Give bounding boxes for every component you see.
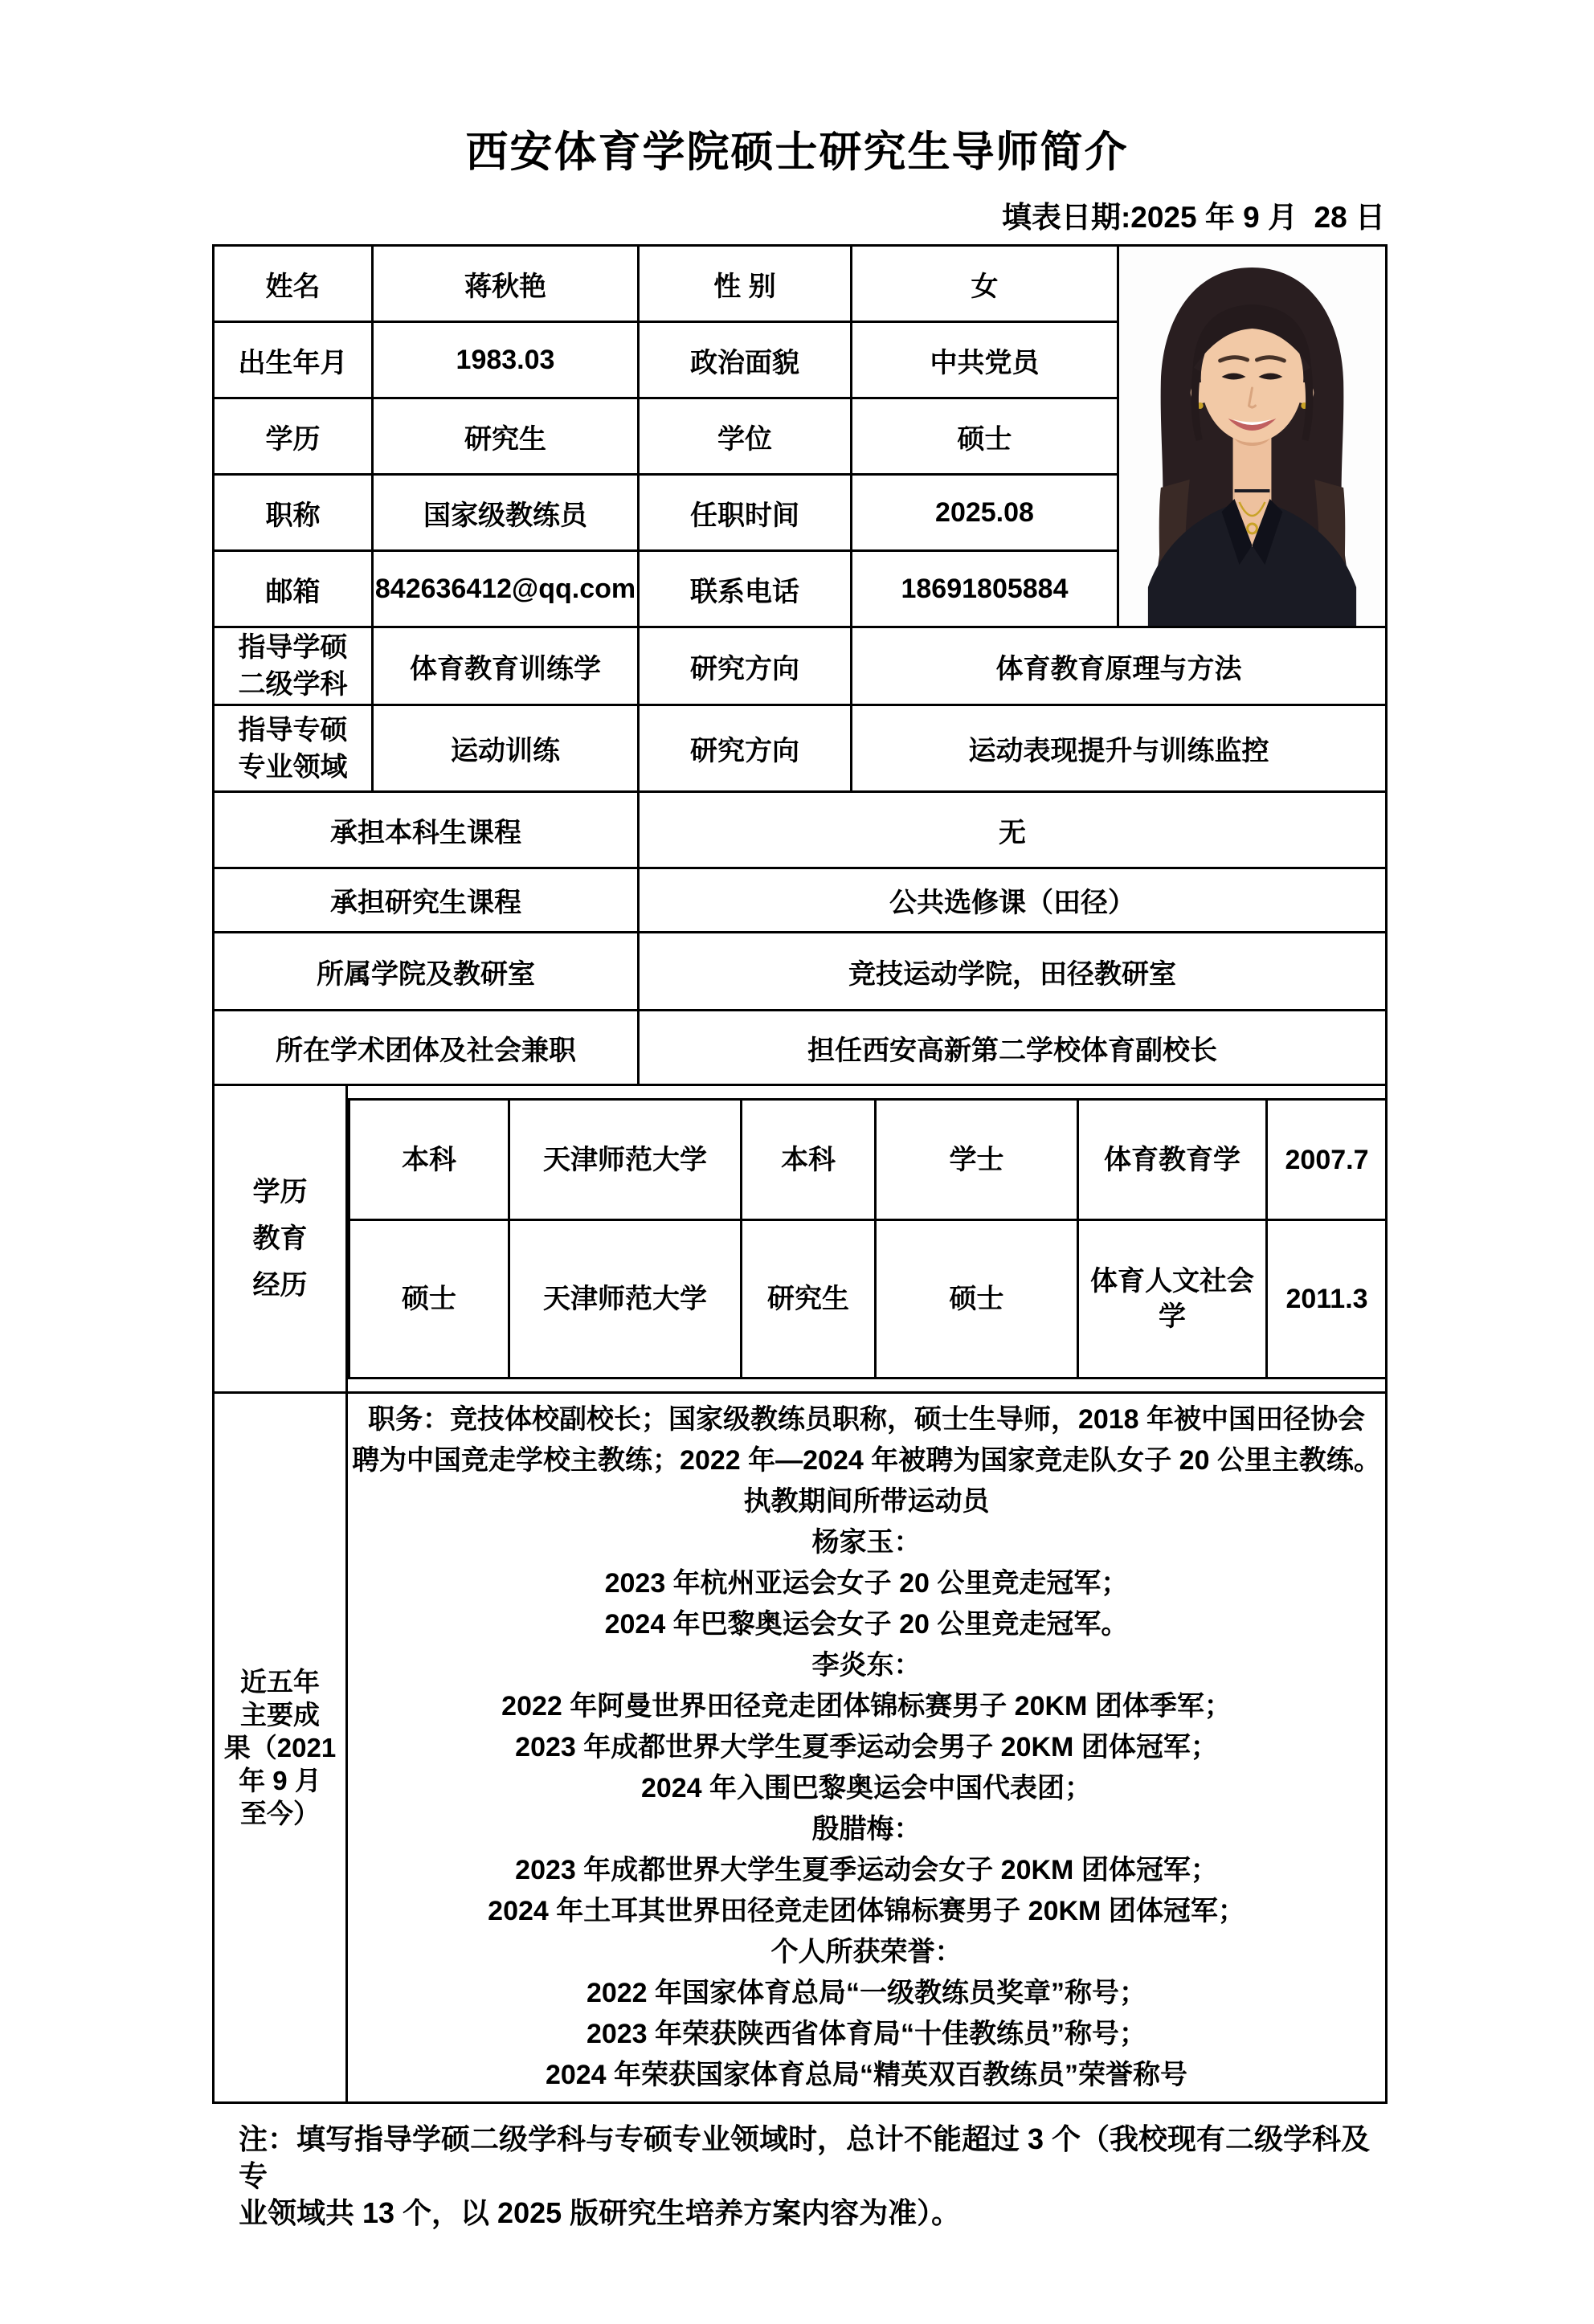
field-label-undergrad-courses: 承担本科生课程: [214, 792, 639, 868]
table-row-grad-courses: [214, 868, 1387, 933]
field-label-ptitle: 职称: [214, 475, 373, 551]
field-value-edu: 研究生: [373, 398, 639, 475]
field-label-birth: 出生年月: [214, 322, 373, 398]
edu-level: 本科: [742, 1100, 876, 1220]
table-row-achievements: [214, 1393, 1387, 2103]
field-label-research-dir-2: 研究方向: [639, 705, 852, 792]
field-label-achievements: 近五年 主要成 果（2021 年 9 月 至今）: [214, 1393, 347, 2103]
edu-date: 2011.3: [1267, 1220, 1387, 1378]
field-label-education-history: 学历 教育 经历: [214, 1085, 347, 1393]
field-label-political: 政治面貌: [639, 322, 852, 398]
achievement-line: 2024 年荣获国家体育总局“精英双百教练员”荣誉称号: [545, 2060, 1188, 2090]
table-row-name: [214, 246, 1387, 322]
edu-level: 研究生: [742, 1220, 876, 1378]
education-history-table: [348, 1098, 1387, 1379]
edu-stage: 本科: [349, 1100, 509, 1220]
achievement-line: 2022 年国家体育总局“一级教练员奖章”称号；: [586, 1978, 1147, 2008]
field-value-birth: 1983.03: [373, 322, 639, 398]
field-value-political: 中共党员: [852, 322, 1118, 398]
table-row-professional-master: [214, 705, 1387, 792]
field-label-academic-master: 指导学硕 二级学科: [214, 627, 373, 705]
achievement-line: 殷腊梅：: [811, 1814, 922, 1844]
field-label-phone: 联系电话: [639, 551, 852, 627]
achievement-line: 2024 年入围巴黎奥运会中国代表团；: [640, 1773, 1093, 1803]
table-row-undergrad-courses: [214, 792, 1387, 868]
field-value-professional-master: 运动训练: [373, 705, 639, 792]
field-value-tenure: 2025.08: [852, 475, 1118, 551]
table-row-social-posts: [214, 1011, 1387, 1085]
footer-note-line: 业领域共 13 个，以 2025 版研究生培养方案内容为准）。: [239, 2196, 961, 2229]
achievement-line: 2022 年阿曼世界田径竞走团体锦标赛男子 20KM 团体季军；: [501, 1691, 1232, 1722]
table-row-education-history: [214, 1085, 1387, 1393]
field-label-research-dir-1: 研究方向: [639, 627, 852, 705]
edu-degree: 硕士: [876, 1220, 1078, 1378]
footer-note: [239, 2121, 1388, 2232]
edu-major: 体育人文社会学: [1078, 1220, 1267, 1378]
achievement-line: 李炎东：: [811, 1650, 922, 1681]
achievements-content: [347, 1393, 1387, 2103]
page-title: 西安体育学院硕士研究生导师简介: [465, 129, 1129, 176]
portrait-photo: [1118, 246, 1387, 627]
education-row-bachelor: [349, 1100, 1387, 1220]
table-row-school-office: [214, 933, 1387, 1011]
field-label-tenure: 任职时间: [639, 475, 852, 551]
achievement-line: 2023 年成都世界大学生夏季运动会男子 20KM 团体冠军；: [515, 1732, 1218, 1762]
achievement-line: 聘为中国竞走学校主教练；2022 年—2024 年被聘为国家竞走队女子 20 公里主教练。: [352, 1445, 1381, 1476]
field-value-ptitle: 国家级教练员: [373, 475, 639, 551]
field-value-undergrad-courses: 无: [639, 792, 1387, 868]
achievement-line: 个人所获荣誉：: [770, 1937, 963, 1967]
field-value-gender: 女: [852, 246, 1118, 322]
field-label-grad-courses: 承担研究生课程: [214, 868, 639, 933]
edu-date: 2007.7: [1267, 1100, 1387, 1220]
field-value-email: 842636412@qq.com: [373, 551, 639, 627]
field-value-phone: 18691805884: [852, 551, 1118, 627]
edu-school: 天津师范大学: [509, 1100, 742, 1220]
achievement-line: 2024 年巴黎奥运会女子 20 公里竞走冠军。: [604, 1609, 1129, 1640]
field-label-name: 姓名: [214, 246, 373, 322]
field-label-school-office: 所属学院及教研室: [214, 933, 639, 1011]
field-label-social-posts: 所在学术团体及社会兼职: [214, 1011, 639, 1085]
field-value-social-posts: 担任西安高新第二学校体育副校长: [639, 1011, 1387, 1085]
edu-major: 体育教育学: [1078, 1100, 1267, 1220]
edu-stage: 硕士: [349, 1220, 509, 1378]
field-value-school-office: 竞技运动学院，田径教研室: [639, 933, 1387, 1011]
field-label-professional-master: 指导专硕 专业领域: [214, 705, 373, 792]
edu-degree: 学士: [876, 1100, 1078, 1220]
field-label-degree: 学位: [639, 398, 852, 475]
field-label-gender: 性 别: [639, 246, 852, 322]
field-value-degree: 硕士: [852, 398, 1118, 475]
achievement-line: 2023 年成都世界大学生夏季运动会女子 20KM 团体冠军；: [515, 1855, 1218, 1885]
portrait-photo-illustration: [1119, 247, 1385, 626]
achievement-line: 2023 年荣获陕西省体育局“十佳教练员”称号；: [586, 2019, 1147, 2049]
achievement-line: 2024 年土耳其世界田径竞走团体锦标赛男子 20KM 团体冠军；: [488, 1896, 1245, 1926]
field-value-grad-courses: 公共选修课（田径）: [639, 868, 1387, 933]
education-history-cell: [347, 1085, 1387, 1393]
field-label-edu: 学历: [214, 398, 373, 475]
table-row-academic-master: [214, 627, 1387, 705]
form-date: 填表日期:2025 年 9 月 28 日: [1001, 201, 1385, 234]
achievement-line: 2023 年杭州亚运会女子 20 公里竞走冠军；: [604, 1568, 1129, 1599]
supervisor-form-table: [212, 244, 1388, 2104]
field-value-research-dir-2: 运动表现提升与训练监控: [852, 705, 1387, 792]
field-label-email: 邮箱: [214, 551, 373, 627]
achievement-line: 杨家玉：: [811, 1527, 922, 1558]
field-value-academic-master: 体育教育训练学: [373, 627, 639, 705]
edu-school: 天津师范大学: [509, 1220, 742, 1378]
achievement-line: 职务：竞技体校副校长；国家级教练员职称，硕士生导师，2018 年被中国田径协会: [367, 1404, 1366, 1435]
field-value-research-dir-1: 体育教育原理与方法: [852, 627, 1387, 705]
achievement-line: 执教期间所带运动员: [743, 1486, 990, 1517]
field-value-name: 蒋秋艳: [373, 246, 639, 322]
education-row-master: [349, 1220, 1387, 1378]
footer-note-line: 注：填写指导学硕二级学科与专硕专业领域时，总计不能超过 3 个（我校现有二级学科及专: [239, 2122, 1371, 2192]
